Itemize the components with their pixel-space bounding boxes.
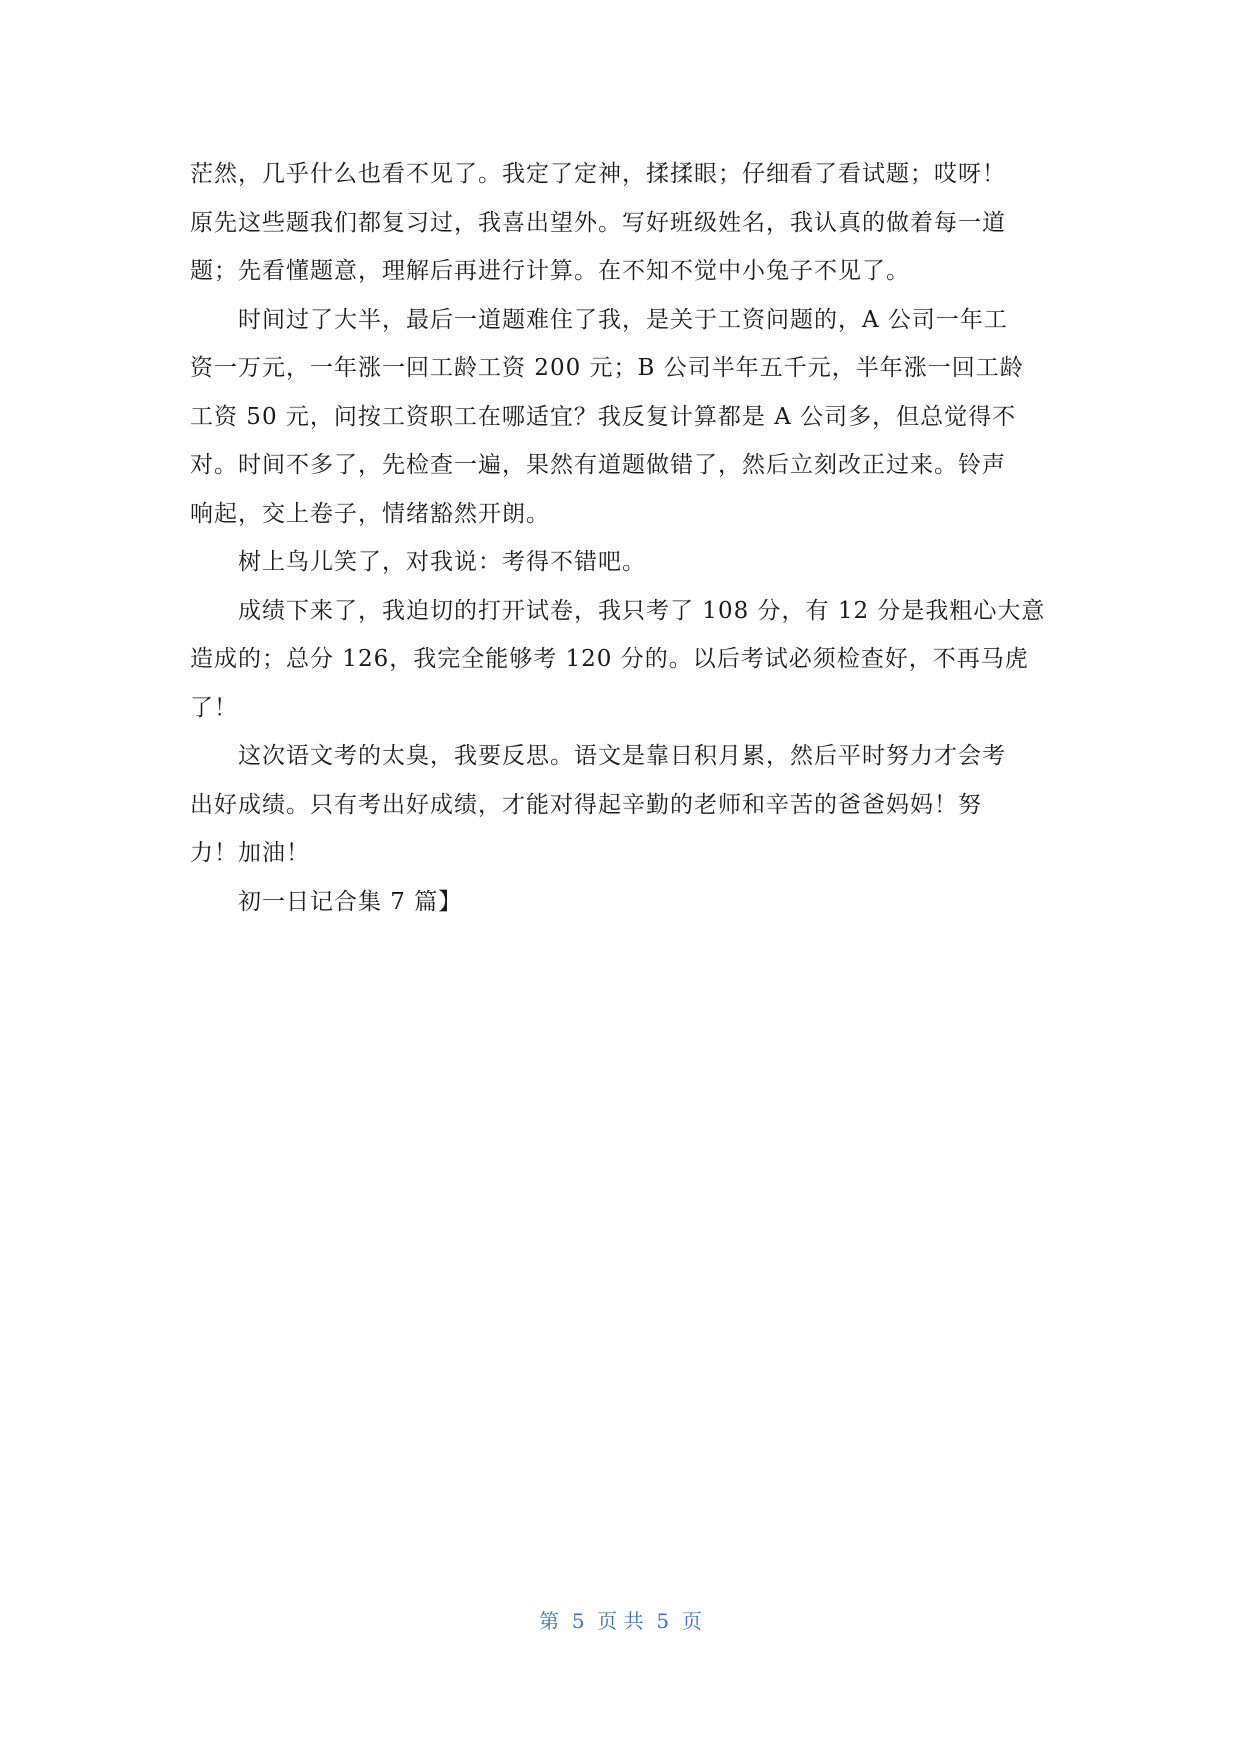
document-body [190, 150, 1060, 926]
paragraph-start-line: 这次语文考的太臭，我要反思。语文是靠日积月累，然后平时努力才会考 [238, 743, 1006, 769]
text-line: 资一万元，一年涨一回工龄工资 200 元；B 公司半年五千元，半年涨一回工龄 [190, 355, 1024, 381]
closing-line: 初一日记合集 7 篇】 [238, 888, 463, 915]
text-line: 原先这些题我们都复习过，我喜出望外。写好班级姓名，我认真的做着每一道 [190, 209, 1006, 236]
text-line: 题；先看懂题意，理解后再进行计算。在不知不觉中小兔子不见了。 [190, 258, 910, 284]
text-line: 力！加油！ [190, 840, 310, 866]
text-line: 响起，交上卷子，情绪豁然开朗。 [190, 500, 550, 527]
text-line: 对。时间不多了，先检查一遍，果然有道题做错了，然后立刻改正过来。铃声 [190, 452, 1006, 478]
text-line: 了！ [190, 694, 238, 721]
page-number-footer: 第 5 页 共 5 页 [539, 1609, 702, 1633]
paragraph-start-line: 时间过了大半，最后一道题难住了我，是关于工资问题的，A 公司一年工 [238, 306, 1008, 333]
text-line: 工资 50 元，问按工资职工在哪适宜？我反复计算都是 A 公司多，但总觉得不 [190, 403, 1017, 430]
paragraph-start-line: 成绩下来了，我迫切的打开试卷，我只考了 108 分，有 12 分是我粗心大意 [238, 597, 1046, 624]
paragraph-start-line: 树上鸟儿笑了，对我说：考得不错吧。 [238, 549, 646, 575]
text-line: 茫然，几乎什么也看不见了。我定了定神，揉揉眼；仔细看了看试题；哎呀！ [190, 161, 1006, 187]
text-line: 出好成绩。只有考出好成绩，才能对得起辛勤的老师和辛苦的爸爸妈妈！努 [190, 791, 982, 818]
text-line: 造成的；总分 126，我完全能够考 120 分的。以后考试必须检查好，不再马虎 [190, 646, 1029, 672]
